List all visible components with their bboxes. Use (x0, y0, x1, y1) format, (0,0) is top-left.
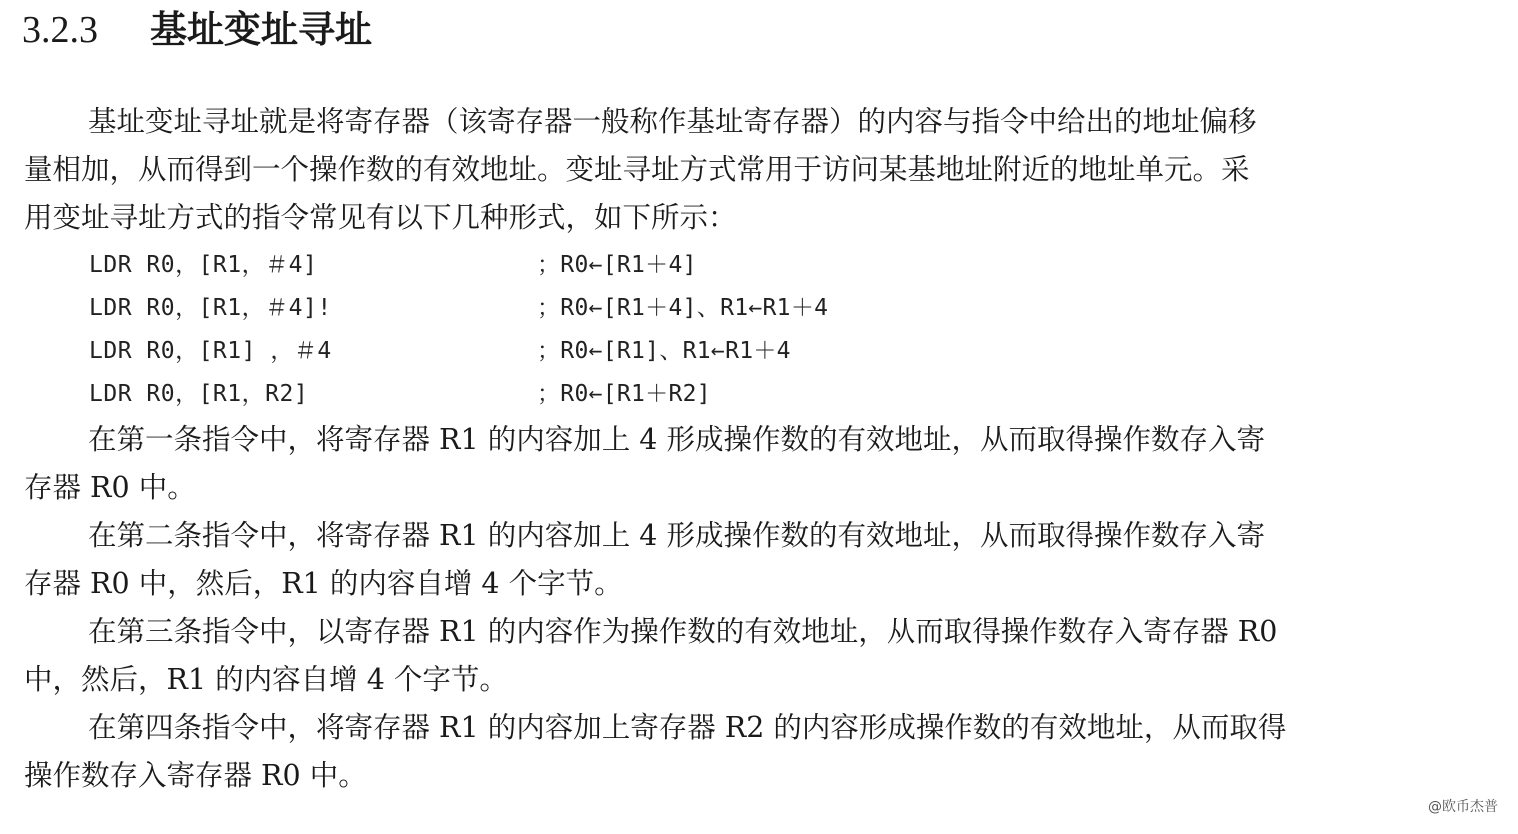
intro-paragraph (24, 98, 1414, 242)
code-comment: ；R0←[R1＋R2] (537, 381, 711, 407)
code-line (89, 330, 989, 373)
paragraph-line: 中，然后，R1 的内容自增 4 个字节。 (24, 663, 508, 696)
paragraph-line: 操作数存入寄存器 R0 中。 (24, 759, 367, 792)
section-title: 基址变址寻址 (150, 8, 372, 51)
explanation-paragraph-4 (24, 704, 1414, 800)
code-instruction: LDR R0，[R1] ，＃4 (89, 338, 332, 364)
code-comment: ；R0←[R1＋4] (537, 252, 697, 278)
code-line (89, 244, 989, 287)
explanation-paragraph-3 (24, 608, 1414, 704)
code-line (89, 287, 989, 330)
watermark: @欧币杰普 (1428, 799, 1498, 815)
code-block (89, 244, 989, 416)
paragraph-line: 在第一条指令中，将寄存器 R1 的内容加上 4 形成操作数的有效地址，从而取得操作数存入寄 (88, 423, 1265, 456)
code-comment: ；R0←[R1]、R1←R1＋4 (537, 338, 791, 364)
paragraph-line: 在第二条指令中，将寄存器 R1 的内容加上 4 形成操作数的有效地址，从而取得操作数存入寄 (88, 519, 1265, 552)
paragraph-line: 量相加，从而得到一个操作数的有效地址。变址寻址方式常用于访问某基地址附近的地址单元。采 (24, 153, 1250, 186)
code-instruction: LDR R0，[R1，＃4]! (89, 295, 332, 321)
code-line (89, 373, 989, 416)
paragraph-line: 用变址寻址方式的指令常见有以下几种形式，如下所示： (24, 201, 737, 234)
section-number: 3.2.3 (22, 9, 98, 51)
explanation-paragraph-1 (24, 416, 1414, 512)
paragraph-line: 存器 R0 中。 (24, 471, 196, 504)
paragraph-line: 基址变址寻址就是将寄存器（该寄存器一般称作基址寄存器）的内容与指令中给出的地址偏移 (88, 105, 1257, 138)
section-heading (22, 4, 372, 56)
code-instruction: LDR R0，[R1，＃4] (89, 252, 318, 278)
code-comment: ；R0←[R1＋4]、R1←R1＋4 (537, 295, 829, 321)
code-instruction: LDR R0，[R1，R2] (89, 381, 309, 407)
paragraph-line: 在第四条指令中，将寄存器 R1 的内容加上寄存器 R2 的内容形成操作数的有效地址，从而取得 (88, 711, 1287, 744)
explanation-paragraph-2 (24, 512, 1414, 608)
paragraph-line: 存器 R0 中，然后，R1 的内容自增 4 个字节。 (24, 567, 623, 600)
paragraph-line: 在第三条指令中，以寄存器 R1 的内容作为操作数的有效地址，从而取得操作数存入寄存器 R0 (88, 615, 1278, 648)
